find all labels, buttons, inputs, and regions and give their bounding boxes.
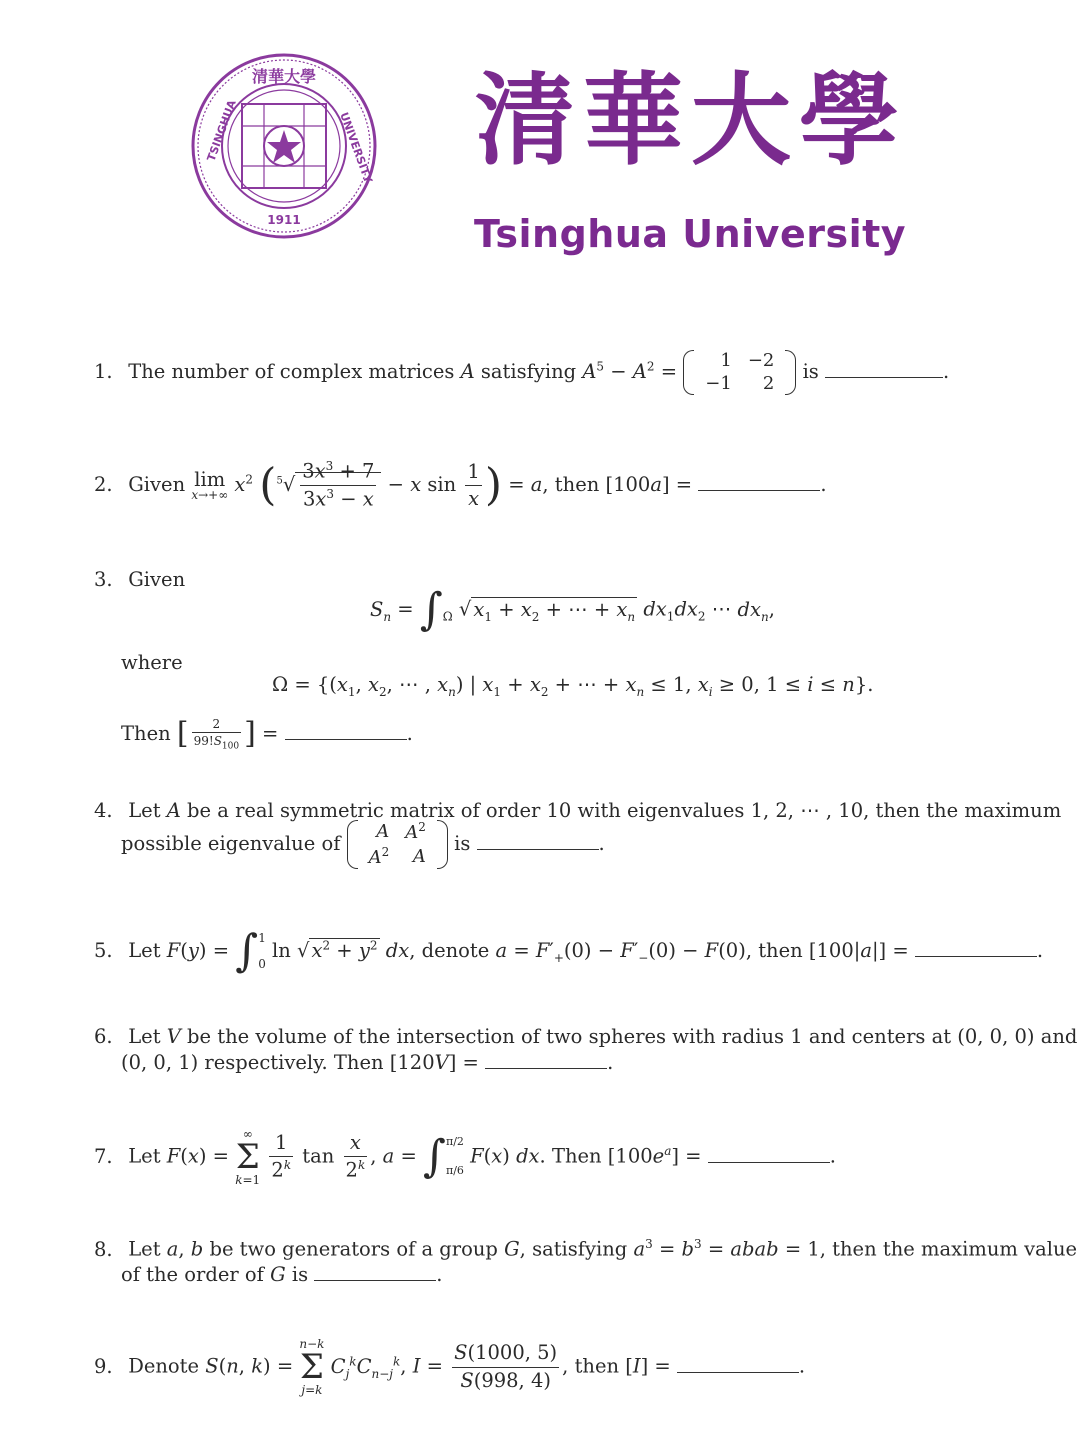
- problem-4: 4. Let A be a real symmetric matrix of order 10 with eigenvalues 1, 2, ⋯ , 10, then the maximum: [94, 799, 1062, 822]
- logo-en: Tsinghua University: [474, 212, 907, 256]
- problem-3: 3. Given: [94, 568, 186, 591]
- problem-3-integral: $S_n = \int_\Omega$ √ $x_1 + x_2$ + ⋯ + $x_n$ $dx_1dx_2$ ⋯ $dx_n$,: [370, 584, 775, 635]
- problem-6: 6. Let V be the volume of the intersection of two spheres with radius 1 and centers at (0, 0, 0) and: [94, 1025, 1078, 1048]
- problem-3-domain: $\Omega = \{(x_1$, $x_2$, ⋯ , $x_n$) | $x_1 + x_2$ + ⋯ + $x_n \le 1$, $x_i \ge 0$, 1 ≤ i ≤ n}.: [272, 673, 874, 699]
- problem-8-line2: of the order of G is .: [121, 1263, 443, 1286]
- block-matrix: A $A^2$ $A^2$ A: [347, 820, 448, 869]
- problem-7: 7. Let F(x) = ∞ Σ k=1 $\frac{1}{2^k}$ tan $\frac{x}{2^k}$ , a = ∫ π/2 π/6 F(x) dx. Then $[100e^a]$ = .: [94, 1127, 836, 1187]
- seal-text-left: TSINGHUA: [204, 98, 239, 164]
- problem-8: 8. Let a, b be two generators of a group G, satisfying $a^3 = b^3$ = abab = 1, then the maximum value: [94, 1237, 1078, 1261]
- matrix: 1 −2 −1 2: [683, 350, 796, 395]
- problem-3-where: where: [121, 651, 183, 674]
- problem-5: 5. Let F(y) = ∫ 1 0 ln √ $x^2 + y^2$ dx, denote $a = F'_+(0) - F'_-(0) - F(0)$, then [100|a|] = .: [94, 925, 1044, 977]
- problem-1: 1. The number of complex matrices A satisfying $A^5 - A^2$ = 1 −2 −1 2 is .: [94, 350, 950, 394]
- problem-number: 1.: [94, 360, 113, 383]
- seal-year: 1911: [267, 213, 301, 227]
- seal-text-top: 清華大學: [251, 67, 317, 86]
- problem-2: 2. Given lim x→+∞ $x^2$ ($^5$√ $\frac{3x^3 + 7}{3x^3 - x}$ − x sin $\frac{1}{x}$ ) = a, then [100a] = .: [94, 459, 827, 511]
- problem-3-then: Then [ $\frac{2}{99!S_{100}}$ ] = .: [121, 716, 413, 752]
- problem-4-line2: possible eigenvalue of A $A^2$ $A^2$ A is .: [121, 820, 605, 868]
- logo-cjk: 清華大學: [475, 61, 907, 179]
- problem-9: 9. Denote S(n, k) = n−k Σ j=k $C_j^kC_{n-j}^k$, I = $\frac{S(1000, 5)}{S(998, 4)}$ , then [I] = .: [94, 1337, 806, 1397]
- seal-text-right: UNIVERSITY: [337, 110, 375, 185]
- problem-6-line2: (0, 0, 1) respectively. Then [120V] = .: [121, 1051, 614, 1074]
